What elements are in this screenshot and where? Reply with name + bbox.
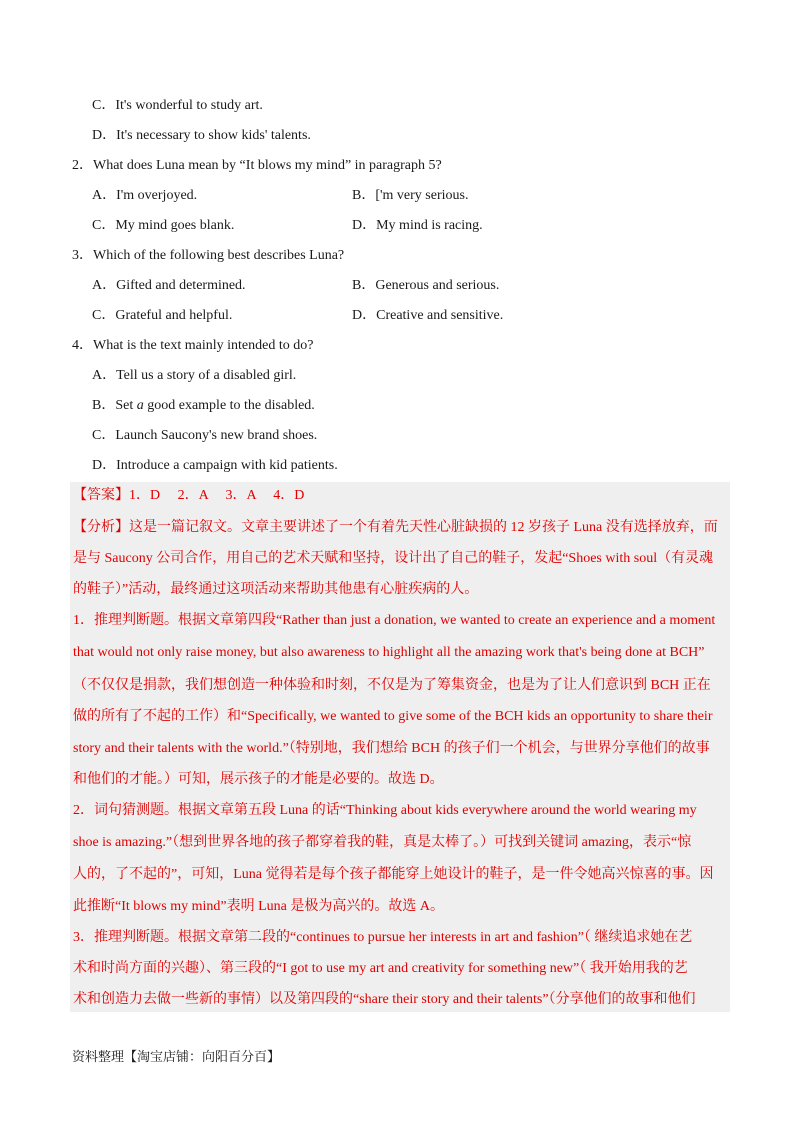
analysis-line: （不仅仅是捐款，我们想创造一种体验和时刻，不仅是为了筹集资金，也是为了让人们意识到 BCH 正在: [73, 678, 711, 693]
q1-option-d: D．It's necessary to show kids' talents.: [92, 128, 311, 143]
footer-note: 资料整理【淘宝店铺：向阳百分百】: [72, 1050, 281, 1065]
q4-option-b-italic: a: [136, 398, 144, 413]
analysis-line: that would not only raise money, but also awareness to highlight all the amazing work that's being done at BCH”: [73, 645, 705, 660]
analysis-line: 1．推理判断题。根据文章第四段“Rather than just a donation, we wanted to create an experience and a moment: [73, 613, 716, 628]
q4-option-b: [92, 396, 315, 416]
analysis-line: 术和创造力去做一些新的事情）以及第四段的“share their story and their talents”（分享他们的故事和他们: [73, 992, 696, 1007]
analysis-line: 是与 Saucony 公司合作，用自己的艺术天赋和坚持，设计出了自己的鞋子，发起“Shoes with soul（有灵魂: [73, 551, 714, 566]
q3-option-c: C．Grateful and helpful.: [92, 308, 233, 323]
q4-option-d: D．Introduce a campaign with kid patients.: [92, 458, 338, 473]
q2-option-c: C．My mind goes blank.: [92, 218, 235, 233]
q2-option-a: A．I'm overjoyed.: [92, 188, 198, 203]
q3-option-a: A．Gifted and determined.: [92, 278, 246, 293]
analysis-line: shoe is amazing.”（想到世界各地的孩子都穿着我的鞋，真是太棒了。）可找到关键词 amazing，表示“惊: [73, 835, 692, 850]
analysis-line: 人的，了不起的”，可知，Luna 觉得若是每个孩子都能穿上她设计的鞋子，是一件令她高兴惊喜的事。因: [73, 867, 714, 882]
q2-option-d: D．My mind is racing.: [352, 218, 483, 233]
q4-option-b-post: good example to the disabled.: [143, 398, 315, 413]
q1-option-c: C．It's wonderful to study art.: [92, 98, 263, 113]
analysis-line: 此推断“It blows my mind”表明 Luna 是极为高兴的。故选 A。: [73, 899, 444, 914]
analysis-line: 2．词句猜测题。根据文章第五段 Luna 的话“Thinking about kids everywhere around the world wearing my: [73, 803, 697, 818]
analysis-line: 3．推理判断题。根据文章第二段的“continues to pursue her interests in art and fashion”（ 继续追求她在艺: [73, 930, 693, 945]
analysis-line: 的鞋子）”活动，最终通过这项活动来帮助其他患有心脏疾病的人。: [73, 582, 479, 597]
analysis-line: story and their talents with the world.”（特别地，我们想给 BCH 的孩子们一个机会，与世界分享他们的故事: [73, 741, 710, 756]
q3-option-d: D．Creative and sensitive.: [352, 308, 504, 323]
q2-stem: 2．What does Luna mean by “It blows my mind” in paragraph 5?: [72, 158, 442, 173]
q4-stem: 4．What is the text mainly intended to do?: [72, 338, 314, 353]
answer-key: 【答案】1．D 2．A 3．A 4．D: [73, 488, 305, 503]
analysis-line: 和他们的才能。）可知，展示孩子的才能是必要的。故选 D。: [73, 772, 444, 787]
analysis-line: 做的所有了不起的工作）和“Specifically, we wanted to give some of the BCH kids an opportunity to share their: [73, 709, 713, 724]
q4-option-c: C．Launch Saucony's new brand shoes.: [92, 428, 318, 443]
q3-stem: 3．Which of the following best describes Luna?: [72, 248, 345, 263]
q4-option-b-pre: B．Set: [92, 398, 137, 413]
analysis-line: 【分析】这是一篇记叙文。文章主要讲述了一个有着先天性心脏缺损的 12 岁孩子 Luna 没有选择放弃，而: [73, 520, 718, 535]
analysis-line: 术和时尚方面的兴趣）、第三段的“I got to use my art and creativity for something new”（ 我开始用我的艺: [73, 961, 688, 976]
q2-option-b: B．['m very serious.: [352, 188, 469, 203]
q3-option-b: B．Generous and serious.: [352, 278, 500, 293]
q4-option-a: A．Tell us a story of a disabled girl.: [92, 368, 297, 383]
